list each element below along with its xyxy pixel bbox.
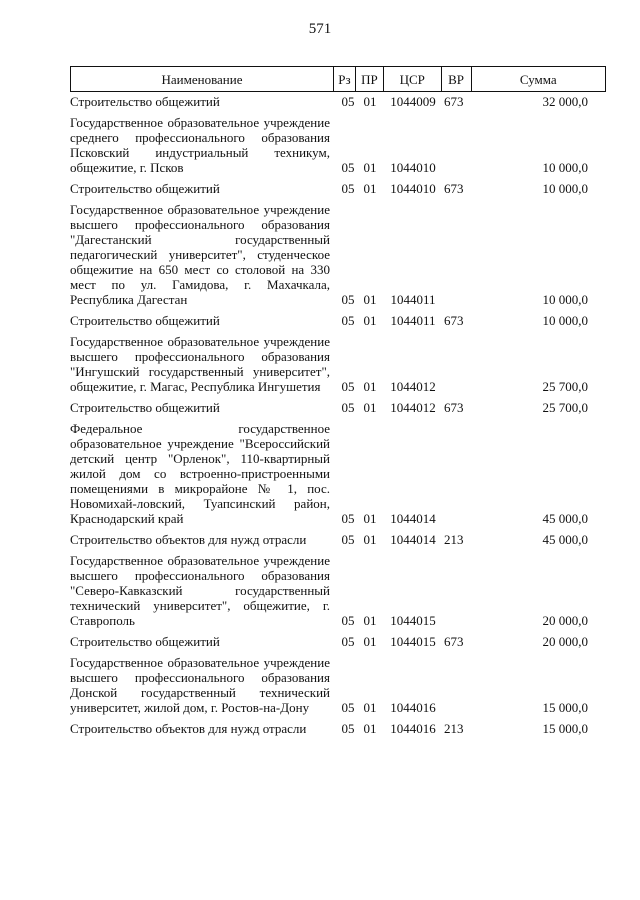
row-name: Строительство объектов для нужд отрасли [70,721,307,736]
row-name: Федеральное государственное образовательное учреждение "Всероссийский детский центр "Орленок", 110-квартирный жилой дом со встроенно-пристроенными помещениями в микрорайоне № 1, пос. Новомихай-ловский, Туапсинский район, Краснодарский край [70,421,330,526]
row-rz: 05 [341,700,355,715]
table-row [70,421,606,526]
page-number: 571 [308,21,332,37]
table-row [70,313,606,328]
row-pr: 01 [363,532,377,547]
row-csr: 1044010 [390,181,436,196]
row-vr: 673 [444,313,464,328]
row-rz: 05 [341,379,355,394]
row-name: Строительство общежитий [70,313,220,328]
row-csr: 1044015 [390,613,436,628]
row-csr: 1044014 [390,532,436,547]
table-row [70,334,606,394]
row-vr: 673 [444,94,464,109]
row-csr: 1044012 [390,400,436,415]
row-sum: 10 000,0 [542,160,588,175]
header-vr: ВР [442,67,472,91]
row-pr: 01 [363,160,377,175]
row-pr: 01 [363,721,377,736]
header-sum: Сумма [519,71,557,87]
row-rz: 05 [341,181,355,196]
row-csr: 1044016 [390,721,436,736]
row-pr: 01 [363,634,377,649]
row-rz: 05 [341,94,355,109]
row-rz: 05 [341,634,355,649]
header-rz: Рз [334,67,356,91]
row-sum: 45 000,0 [542,511,588,526]
table-header [70,66,606,92]
row-sum: 20 000,0 [542,613,588,628]
header-pr: ПР [356,67,384,91]
row-pr: 01 [363,613,377,628]
row-csr: 1044011 [390,313,436,328]
row-rz: 05 [341,532,355,547]
row-name: Строительство общежитий [70,94,220,109]
row-csr: 1044011 [390,292,436,307]
row-sum: 25 700,0 [542,400,588,415]
row-sum: 20 000,0 [542,634,588,649]
row-csr: 1044014 [390,511,436,526]
row-rz: 05 [341,292,355,307]
row-vr: 213 [444,721,464,736]
row-sum: 32 000,0 [542,94,588,109]
row-sum: 25 700,0 [542,379,588,394]
row-sum: 10 000,0 [542,292,588,307]
table-row [70,115,606,175]
row-pr: 01 [363,379,377,394]
row-rz: 05 [341,613,355,628]
row-sum: 15 000,0 [542,700,588,715]
row-pr: 01 [363,511,377,526]
row-name: Строительство общежитий [70,181,220,196]
table-row [70,202,606,307]
row-sum: 15 000,0 [542,721,588,736]
row-rz: 05 [341,160,355,175]
row-sum: 10 000,0 [542,313,588,328]
row-pr: 01 [363,313,377,328]
header-csr: ЦСР [384,67,442,91]
row-rz: 05 [341,511,355,526]
row-csr: 1044010 [390,160,436,175]
table-body [70,94,606,742]
row-name: Государственное образовательное учреждение среднего профессионального образования Псковский индустриальный техникум, общежитие, г. Псков [70,115,330,175]
row-pr: 01 [363,700,377,715]
row-name: Строительство объектов для нужд отрасли [70,532,307,547]
row-name: Строительство общежитий [70,400,220,415]
row-name: Государственное образовательное учреждение высшего профессионального образования "Северо-Кавказский государственный технический университет", общежитие, г. Ставрополь [70,553,330,628]
table-row [70,400,606,415]
row-pr: 01 [363,181,377,196]
row-sum: 10 000,0 [542,181,588,196]
row-csr: 1044009 [390,94,436,109]
row-name: Строительство общежитий [70,634,220,649]
table-row [70,94,606,109]
row-sum: 45 000,0 [542,532,588,547]
row-vr: 213 [444,532,464,547]
row-name: Государственное образовательное учреждение высшего профессионального образования "Ингушский государственный университет", общежитие, г. Магас, Республика Ингушетия [70,334,330,394]
table-row [70,634,606,649]
row-vr: 673 [444,181,464,196]
row-rz: 05 [341,313,355,328]
table-row [70,721,606,736]
table-row [70,181,606,196]
row-csr: 1044016 [390,700,436,715]
row-vr: 673 [444,400,464,415]
row-name: Государственное образовательное учреждение высшего профессионального образования "Дагестанский государственный педагогический университет", студенческое общежитие на 650 мест со столовой на 330 мест по ул. Гамидова, г. Махачкала, Республика Дагестан [70,202,330,307]
table-row [70,532,606,547]
row-rz: 05 [341,721,355,736]
row-name: Государственное образовательное учреждение высшего профессионального образования Донской государственный технический университет, жилой дом, г. Ростов-на-Дону [70,655,330,715]
header-name: Наименование [71,67,334,91]
row-pr: 01 [363,400,377,415]
row-csr: 1044015 [390,634,436,649]
row-pr: 01 [363,292,377,307]
table-row [70,655,606,715]
row-csr: 1044012 [390,379,436,394]
row-rz: 05 [341,400,355,415]
row-pr: 01 [363,94,377,109]
row-vr: 673 [444,634,464,649]
table-row [70,553,606,628]
